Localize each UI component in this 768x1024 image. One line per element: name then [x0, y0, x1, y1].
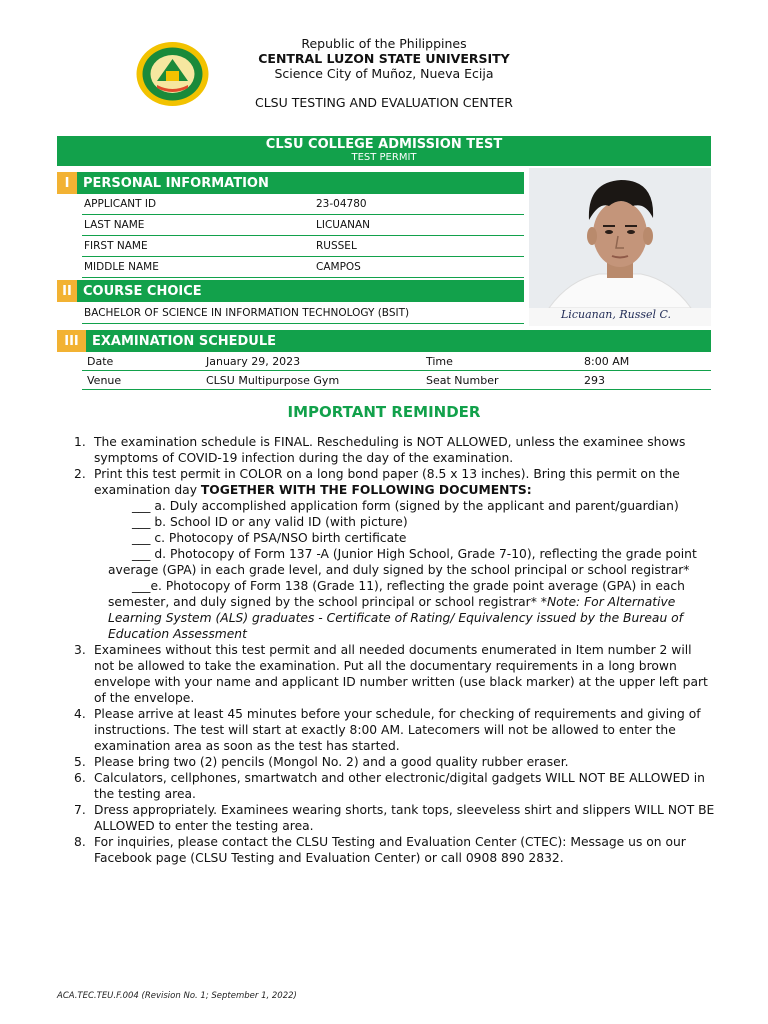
- item-number: 5.: [74, 755, 86, 769]
- item-number: 3.: [74, 643, 86, 657]
- item-text: Dress appropriately. Examinees wearing shorts, tank tops, sleeveless shirt and slippers WILL NOT BE ALLOWED to enter the testing area.: [94, 803, 715, 833]
- applicant-photo: [529, 168, 711, 326]
- item-text: Please arrive at least 45 minutes before your schedule, for checking of requirements and giving of instructions. The test will start at exactly 8:00 AM. Latecomers will not be allowed to enter the examination area as soon as the test has started.: [94, 707, 701, 753]
- reminder-item: [70, 466, 715, 642]
- item-number: 8.: [74, 835, 86, 849]
- reminder-item: [70, 802, 715, 834]
- banner-subtitle: TEST PERMIT: [351, 152, 417, 163]
- item-text-bold: TOGETHER WITH THE FOLLOWING DOCUMENTS:: [200, 483, 532, 497]
- info-label: LAST NAME: [84, 219, 145, 231]
- document-a: ___ a. Duly accomplished application form (signed by the applicant and parent/guardian): [132, 499, 679, 513]
- section-schedule-header: [57, 330, 711, 352]
- seat-label: Seat Number: [426, 374, 499, 387]
- reminder-list: [70, 434, 715, 866]
- item-number: 1.: [74, 435, 86, 449]
- item-text: Calculators, cellphones, smartwatch and other electronic/digital gadgets WILL NOT BE ALLOWED in the testing area.: [94, 771, 705, 801]
- document-d-line1: ___ d. Photocopy of Form 137 -A (Junior High School, Grade 7-10), reflecting the grade point: [132, 547, 697, 561]
- reminder-item: [70, 770, 715, 802]
- document-d-line2: average (GPA) in each grade level, and duly signed by the school principal or school registrar*: [108, 563, 690, 577]
- item-text: Please bring two (2) pencils (Mongol No. 2) and a good quality rubber eraser.: [94, 755, 569, 769]
- item-text: Examinees without this test permit and all needed documents enumerated in Item number 2 will not be allowed to take the examination. Put all the documentary requirements in a long brown envelope with your name and applicant ID number written (use black marker) at the upper left part of the envelope.: [94, 643, 708, 705]
- document-header: [0, 36, 768, 110]
- photo-signature: Licuanan, Russel C.: [561, 308, 672, 321]
- section-title: COURSE CHOICE: [83, 283, 202, 299]
- info-value: 23-04780: [316, 198, 367, 210]
- info-row-applicant-id: [82, 194, 524, 215]
- item-number: 4.: [74, 707, 86, 721]
- banner-title: CLSU COLLEGE ADMISSION TEST: [265, 137, 503, 152]
- section-number: I: [57, 172, 77, 194]
- info-value: CAMPOS: [316, 261, 361, 273]
- document-e: [94, 578, 715, 642]
- document-e-line1: ___e. Photocopy of Form 138 (Grade 11), reflecting the grade point average (GPA) in each: [132, 579, 685, 593]
- item-number: 7.: [74, 803, 86, 817]
- section-course-header: [57, 280, 524, 302]
- item-number: 6.: [74, 771, 86, 785]
- section-title: EXAMINATION SCHEDULE: [92, 333, 277, 349]
- info-row-middle-name: [82, 257, 524, 278]
- section-personal-header: [57, 172, 524, 194]
- reminder-item: [70, 706, 715, 754]
- republic-line: Republic of the Philippines: [301, 36, 467, 51]
- section-number: III: [57, 330, 86, 352]
- document-b: ___ b. School ID or any valid ID (with picture): [132, 515, 408, 529]
- venue-value: CLSU Multipurpose Gym: [206, 374, 340, 387]
- info-row-first-name: [82, 236, 524, 257]
- reminder-title: IMPORTANT REMINDER: [287, 403, 481, 421]
- reminder-item: [70, 754, 715, 770]
- university-location: Science City of Muñoz, Nueva Ecija: [274, 66, 494, 81]
- test-permit-banner: [57, 136, 711, 166]
- reminder-item: [70, 434, 715, 466]
- course-choice-value: BACHELOR OF SCIENCE IN INFORMATION TECHNOLOGY (BSIT): [84, 306, 410, 319]
- info-row-last-name: [82, 215, 524, 236]
- reminder-item: [70, 834, 715, 866]
- section-number: II: [57, 280, 77, 302]
- item-text: Print this test permit in COLOR on a long bond paper (8.5 x 13 inches). Bring this permit on the examination day: [94, 467, 680, 497]
- document-e-note: *Note: For Alternative Learning System (ALS) graduates - Certificate of Rating/ Equivalency issued by the Bureau of Education Assessment: [108, 595, 683, 641]
- schedule-row-venue-seat: [82, 371, 711, 390]
- info-value: LICUANAN: [316, 219, 371, 231]
- reminder-item: [70, 642, 715, 706]
- document-d: [94, 546, 715, 578]
- info-value: RUSSEL: [316, 240, 357, 252]
- section-title: PERSONAL INFORMATION: [83, 175, 269, 191]
- seat-value: 293: [584, 374, 605, 387]
- testing-center-name: CLSU TESTING AND EVALUATION CENTER: [254, 95, 513, 110]
- date-label: Date: [87, 355, 114, 368]
- time-label: Time: [426, 355, 453, 368]
- info-label: APPLICANT ID: [84, 198, 157, 210]
- item-number: 2.: [74, 467, 86, 481]
- item-text: The examination schedule is FINAL. Rescheduling is NOT ALLOWED, unless the examinee shows symptoms of COVID-19 infection during the day of the examination.: [94, 435, 686, 465]
- time-value: 8:00 AM: [584, 355, 630, 368]
- document-c: ___ c. Photocopy of PSA/NSO birth certificate: [132, 531, 407, 545]
- document-e-line2: semester, and duly signed by the school principal or school registrar*: [108, 595, 541, 609]
- university-name: CENTRAL LUZON STATE UNIVERSITY: [258, 51, 510, 66]
- info-label: MIDDLE NAME: [84, 261, 159, 273]
- course-choice-row: [82, 302, 524, 324]
- venue-label: Venue: [87, 374, 122, 387]
- date-value: January 29, 2023: [206, 355, 301, 368]
- info-label: FIRST NAME: [84, 240, 148, 252]
- schedule-row-date-time: [82, 352, 711, 371]
- form-code-footer: ACA.TEC.TEU.F.004 (Revision No. 1; September 1, 2022): [57, 991, 297, 1001]
- item-text: For inquiries, please contact the CLSU Testing and Evaluation Center (CTEC): Message us on our Facebook page (CLSU Testing and Evaluation Center) or call 0908 890 2832.: [94, 835, 686, 865]
